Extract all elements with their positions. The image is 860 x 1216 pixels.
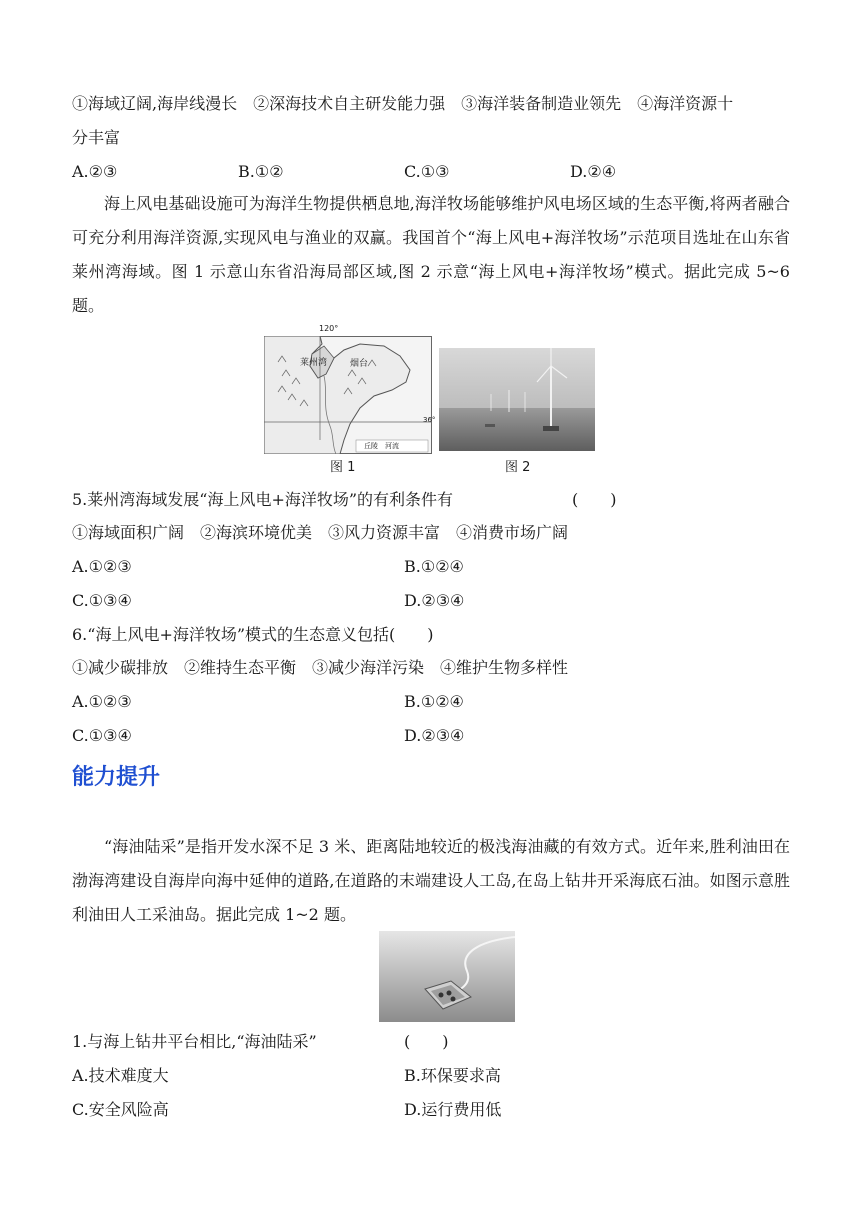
q5-option-d: D.②③④: [404, 591, 465, 610]
q1-option-a: A.技术难度大: [72, 1066, 169, 1085]
q5-statements: ①海域面积广阔 ②海滨环境优美 ③风力资源丰富 ④消费市场广阔: [72, 523, 569, 542]
fig1-longitude-label: 120°: [319, 324, 339, 333]
q6-option-d: D.②③④: [404, 726, 465, 745]
fig1-city-label: 烟台: [350, 359, 369, 369]
q1-answer-blank: ( ): [404, 1032, 449, 1051]
oil-island-photo: [379, 931, 515, 1022]
figure-1-map: [264, 324, 436, 454]
q5-option-b: B.①②④: [404, 557, 464, 576]
q1-stem: 1.与海上钻井平台相比,“海油陆采”: [72, 1032, 317, 1051]
intro-1-2: “海油陆采”是指开发水深不足 3 米、距离陆地较近的极浅海油藏的有效方式。近年来,胜利油田在渤海湾建设自海岸向海中延伸的道路,在道路的末端建设人工岛,在岛上钻井开采海底石油。如图示意胜利油田人工采油岛。据此完成 1~2 题。: [72, 837, 790, 924]
q5-stem: 5.莱州湾海域发展“海上风电+海洋牧场”的有利条件有: [72, 490, 454, 509]
q6-stem: 6.“海上风电+海洋牧场”模式的生态意义包括( ): [72, 625, 434, 644]
q5-option-a: A.①②③: [72, 557, 132, 576]
q4-statements-line1: ①海域辽阔,海岸线漫长 ②深海技术自主研发能力强 ③海洋装备制造业领先 ④海洋资源十: [72, 94, 734, 113]
q4-option-c: C.①③: [404, 162, 450, 181]
q6-option-c: C.①③④: [72, 726, 132, 745]
q1-option-c: C.安全风险高: [72, 1100, 169, 1119]
q4-option-b: B.①②: [238, 162, 284, 181]
figure-2-photo: [439, 348, 595, 451]
q1-option-b: B.环保要求高: [404, 1066, 501, 1085]
figure-1-caption: 图 1: [330, 460, 356, 475]
q6-option-b: B.①②④: [404, 692, 464, 711]
q1-option-d: D.运行费用低: [404, 1100, 502, 1119]
fig1-latitude-label: 36°: [423, 416, 436, 424]
q6-option-a: A.①②③: [72, 692, 132, 711]
fig1-bay-label: 莱州湾: [300, 358, 328, 368]
q4-option-a: A.②③: [72, 162, 118, 181]
q5-option-c: C.①③④: [72, 591, 132, 610]
section-heading: 能力提升: [72, 765, 161, 790]
fig1-legend: 丘陵 河流: [364, 442, 399, 450]
intro-5-6: 海上风电基础设施可为海洋生物提供栖息地,海洋牧场能够维护风电场区域的生态平衡,将两者融合可充分利用海洋资源,实现风电与渔业的双赢。我国首个“海上风电+海洋牧场”示范项目选址在山东省莱州湾海域。图 1 示意山东省沿海局部区域,图 2 示意“海上风电+海洋牧场”模式。据此完成 5~6 题。: [72, 194, 790, 315]
q4-option-d: D.②④: [570, 162, 617, 181]
q4-statements-line2: 分丰富: [72, 128, 121, 147]
q6-statements: ①减少碳排放 ②维持生态平衡 ③减少海洋污染 ④维护生物多样性: [72, 658, 569, 677]
q5-answer-blank: ( ): [572, 490, 617, 509]
figure-2-caption: 图 2: [505, 460, 531, 475]
